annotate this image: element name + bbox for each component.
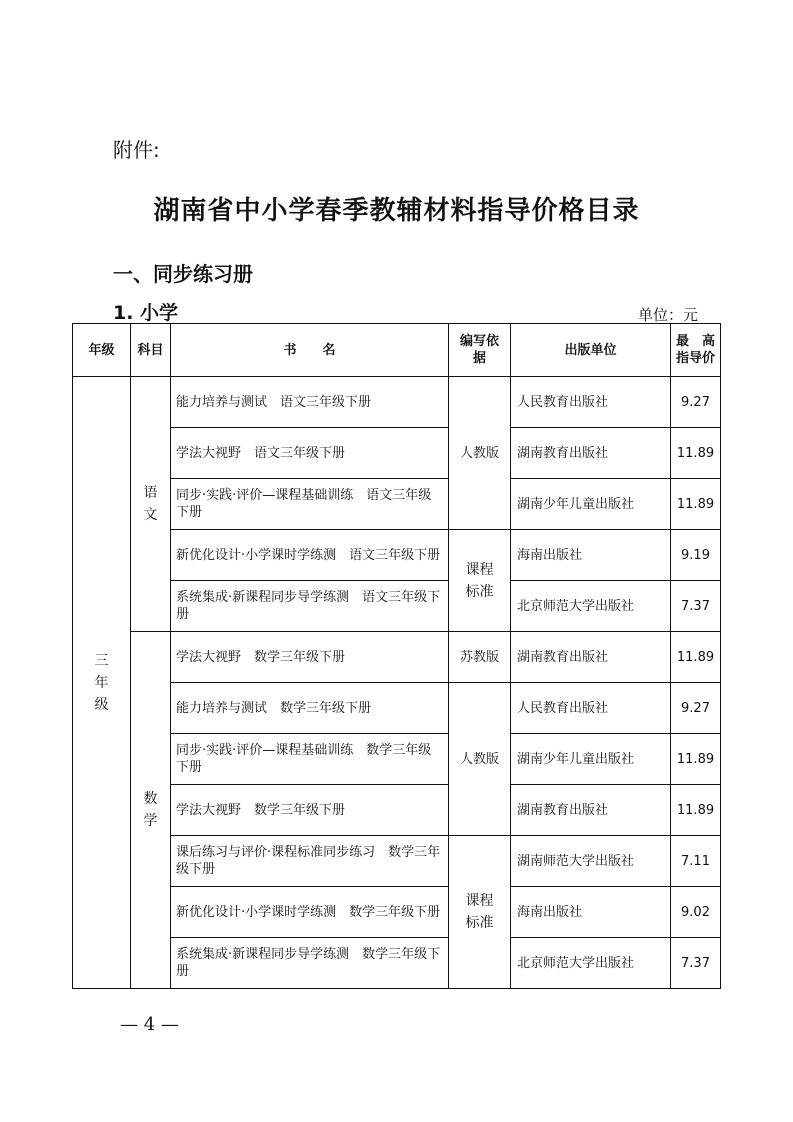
book-title: 学法大视野 数学三年级下册 — [171, 632, 449, 683]
publisher: 北京师范大学出版社 — [511, 938, 671, 989]
table-row — [73, 785, 721, 836]
publisher: 湖南少年儿童出版社 — [511, 479, 671, 530]
price: 7.37 — [671, 938, 721, 989]
table-row — [73, 683, 721, 734]
table-row — [73, 377, 721, 428]
header-basis: 编写依据 — [449, 324, 511, 377]
price: 9.27 — [671, 683, 721, 734]
book-title: 学法大视野 语文三年级下册 — [171, 428, 449, 479]
basis-label: 课程标准 — [465, 561, 494, 600]
price: 7.11 — [671, 836, 721, 887]
publisher: 湖南教育出版社 — [511, 785, 671, 836]
header-subject: 科目 — [131, 324, 171, 377]
grade-label: 三年级 — [94, 652, 109, 713]
section-heading: 一、同步练习册 — [113, 262, 253, 286]
header-price: 最 高指导价 — [671, 324, 721, 377]
price: 9.27 — [671, 377, 721, 428]
book-title: 同步·实践·评价—课程基础训练 数学三年级下册 — [171, 734, 449, 785]
table-row — [73, 632, 721, 683]
book-title: 能力培养与测试 数学三年级下册 — [171, 683, 449, 734]
table-row — [73, 428, 721, 479]
price: 11.89 — [671, 632, 721, 683]
book-title: 同步·实践·评价—课程基础训练 语文三年级下册 — [171, 479, 449, 530]
basis-cell — [449, 530, 511, 632]
publisher: 北京师范大学出版社 — [511, 581, 671, 632]
price: 11.89 — [671, 479, 721, 530]
price: 9.02 — [671, 887, 721, 938]
publisher: 湖南教育出版社 — [511, 428, 671, 479]
publisher: 湖南少年儿童出版社 — [511, 734, 671, 785]
table-header-row — [73, 324, 721, 377]
table-row — [73, 836, 721, 887]
header-book: 书 名 — [171, 324, 449, 377]
table-row — [73, 581, 721, 632]
basis-cell: 苏教版 — [449, 632, 511, 683]
book-title: 系统集成·新课程同步导学练测 数学三年级下册 — [171, 938, 449, 989]
page-number: — 4 — — [120, 1014, 179, 1035]
unit-label: 单位：元 — [637, 306, 698, 324]
publisher: 人民教育出版社 — [511, 683, 671, 734]
price: 9.19 — [671, 530, 721, 581]
basis-cell: 人教版 — [449, 683, 511, 836]
table-row — [73, 479, 721, 530]
book-title: 新优化设计·小学课时学练测 语文三年级下册 — [171, 530, 449, 581]
header-publisher: 出版单位 — [511, 324, 671, 377]
book-title: 能力培养与测试 语文三年级下册 — [171, 377, 449, 428]
publisher: 海南出版社 — [511, 530, 671, 581]
book-title: 新优化设计·小学课时学练测 数学三年级下册 — [171, 887, 449, 938]
price: 7.37 — [671, 581, 721, 632]
publisher: 人民教育出版社 — [511, 377, 671, 428]
basis-cell — [449, 836, 511, 989]
subject-cell-chinese — [131, 377, 171, 632]
publisher: 湖南教育出版社 — [511, 632, 671, 683]
subject-label-chinese: 语文 — [143, 485, 158, 523]
grade-cell — [73, 377, 131, 989]
header-grade: 年级 — [73, 324, 131, 377]
price-table — [72, 323, 721, 989]
book-title: 学法大视野 数学三年级下册 — [171, 785, 449, 836]
table-row — [73, 734, 721, 785]
subject-label-math: 数学 — [143, 791, 158, 829]
book-title: 课后练习与评价·课程标准同步练习 数学三年级下册 — [171, 836, 449, 887]
subject-cell-math — [131, 632, 171, 989]
book-title: 系统集成·新课程同步导学练测 语文三年级下册 — [171, 581, 449, 632]
table-row — [73, 938, 721, 989]
publisher: 海南出版社 — [511, 887, 671, 938]
document-title: 湖南省中小学春季教辅材料指导价格目录 — [153, 196, 640, 226]
price: 11.89 — [671, 428, 721, 479]
table-row — [73, 887, 721, 938]
price: 11.89 — [671, 734, 721, 785]
subsection-heading: 1. 小学 — [113, 302, 179, 324]
basis-label: 课程标准 — [465, 893, 494, 931]
attachment-label: 附件: — [113, 138, 160, 162]
publisher: 湖南师范大学出版社 — [511, 836, 671, 887]
price: 11.89 — [671, 785, 721, 836]
basis-cell: 人教版 — [449, 377, 511, 530]
table-row — [73, 530, 721, 581]
